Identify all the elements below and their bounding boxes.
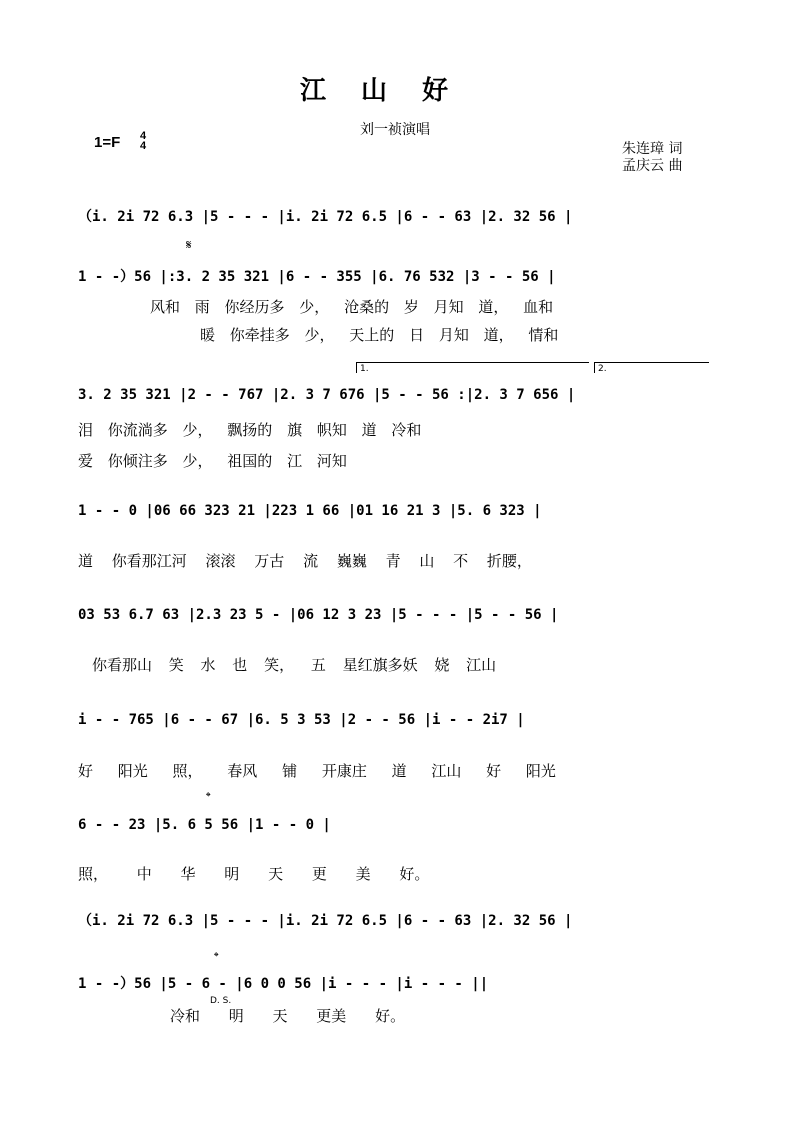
system-3-lyric-1: 泪 你流淌多 少， 飘扬的 旗 帜知 道 冷和 bbox=[78, 421, 422, 439]
system-9-lyric-1: 冷和 明 天 更美 好。 bbox=[170, 1007, 406, 1025]
segno-mark: 𝄋 bbox=[186, 238, 192, 253]
ds-mark: D. S. bbox=[210, 996, 232, 1006]
song-title: 江 山 好 bbox=[300, 76, 449, 106]
system-5-notes: 03 53 6.7 63 |2.3 23 5 - |06 12 3 23 |5 - - - |5 - - 56 | bbox=[78, 607, 559, 623]
system-2-lyric-2: 暖 你牵挂多 少， 天上的 日 月知 道， 情和 bbox=[200, 326, 559, 344]
system-2-notes: 1 - -）56 |:3. 2 35 321 |6 - - 355 |6. 76 532 |3 - - 56 | bbox=[78, 269, 556, 285]
system-3-notes: 3. 2 35 321 |2 - - 767 |2. 3 7 676 |5 - - 56 :|2. 3 7 656 | bbox=[78, 387, 576, 403]
system-7-lyric-1: 照， 中 华 明 天 更 美 好。 bbox=[78, 865, 430, 883]
system-2-lyric-1: 风和 雨 你经历多 少， 沧桑的 岁 月知 道， 血和 bbox=[150, 298, 554, 316]
volta-1-label: 1. bbox=[360, 364, 369, 374]
system-8-notes: （i. 2i 72 6.3 |5 - - - |i. 2i 72 6.5 |6 - - 63 |2. 32 56 | bbox=[78, 913, 573, 929]
system-5-lyric-1: 你看那山 笑 水 也 笑， 五 星红旗多妖 娆 江山 bbox=[92, 656, 497, 674]
system-4-lyric-1: 道 你看那江河 滚滚 万古 流 巍巍 青 山 不 折腰， bbox=[78, 552, 532, 570]
key-signature: 1=F bbox=[94, 134, 121, 151]
time-signature: 4 4 bbox=[140, 130, 147, 152]
volta-1-bracket bbox=[356, 362, 589, 373]
performer-credit: 刘一祯演唱 bbox=[360, 122, 430, 138]
system-9-notes: 1 - -）56 |5 - 6 - |6 0 0 56 |i - - - |i - - - || bbox=[78, 976, 489, 992]
system-1-notes: （i. 2i 72 6.3 |5 - - - |i. 2i 72 6.5 |6 - - 63 |2. 32 56 | bbox=[78, 209, 573, 225]
system-7-notes: 6 - - 23 |5. 6 5 56 |1 - - 0 | bbox=[78, 817, 331, 833]
system-6-lyric-1: 好 阳光 照， 春风 铺 开康庄 道 江山 好 阳光 bbox=[78, 762, 556, 780]
coda-mark: 𝄌 bbox=[206, 790, 211, 805]
composer-credit: 孟庆云 曲 bbox=[622, 158, 683, 174]
system-6-notes: i - - 765 |6 - - 67 |6. 5 3 53 |2 - - 56 |i - - 2i7 | bbox=[78, 712, 525, 728]
coda-mark-2: 𝄌 bbox=[214, 950, 219, 965]
volta-2-label: 2. bbox=[598, 364, 607, 374]
lyricist-credit: 朱连璋 词 bbox=[622, 141, 683, 157]
system-3-lyric-2: 爱 你倾注多 少， 祖国的 江 河知 bbox=[78, 452, 347, 470]
volta-2-bracket bbox=[594, 362, 709, 373]
system-4-notes: 1 - - 0 |06 66 323 21 |223 1 66 |01 16 21 3 |5. 6 323 | bbox=[78, 503, 542, 519]
